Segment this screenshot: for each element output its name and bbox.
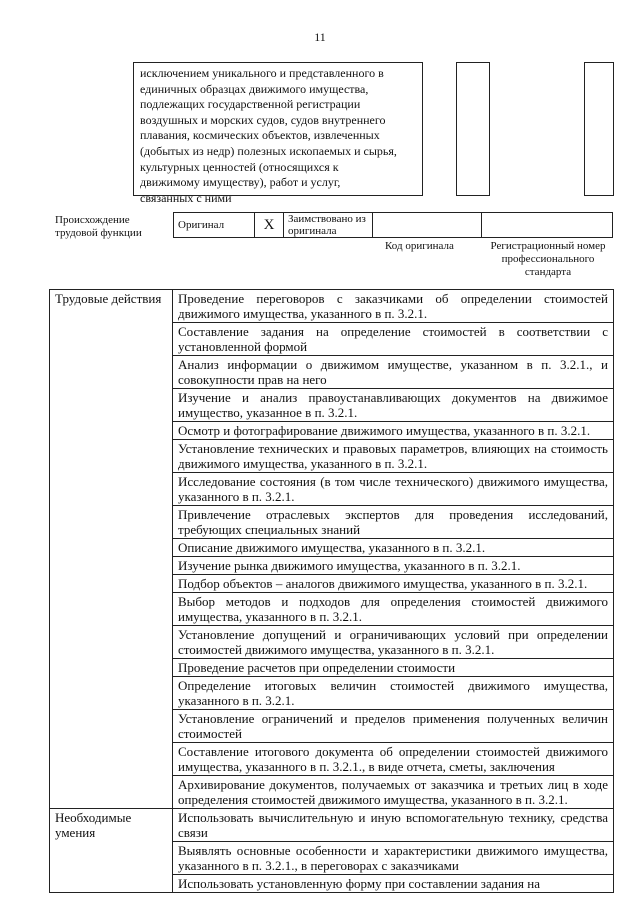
labor-action-item: Исследование состояния (в том числе технического) движимого имущества, указанного в п. 3.2.1. [173,473,614,506]
function-name-line: связанных с ними [140,190,232,205]
labor-action-item: Установление ограничений и пределов применения полученных величин стоимостей [173,710,614,743]
skill-item: Использовать вычислительную и иную вспомогательную технику, средства связи [173,809,614,842]
labor-action-item: Проведение переговоров с заказчиками об определении стоимостей движимого имущества, указанного в п. 3.2.1. [173,290,614,323]
skill-item: Использовать установленную форму при составлении задания на [173,875,614,893]
labor-action-item: Определение итоговых величин стоимостей движимого имущества, указанного в п. 3.2.1. [173,677,614,710]
original-cell: Оригинал [174,213,255,238]
skills-label-line: Необходимые [55,810,132,825]
skills-label [50,809,173,893]
origin-label [55,214,142,240]
skills-label-line: умения [55,825,96,840]
function-name-line: единичных образцах движимого имущества, [140,81,369,96]
labor-action-item: Изучение и анализ правоустанавливающих документов на движимое имущество, указанное в п. 3.2.1. [173,389,614,422]
function-name-line: подлежащих государственной регистрации [140,97,361,112]
labor-action-item: Архивирование документов, получаемых от заказчика и третьих лиц в ходе определения стоимостей движимого имущества, указанного в п. 3.2.1. [173,776,614,809]
function-name-line: исключением уникального и представленного в [140,66,384,80]
code-original-label: Код оригинала [385,240,454,252]
function-name-box [133,62,423,205]
code-box [456,62,490,196]
reg-number-line: стандарта [524,266,572,278]
origin-label-line: Происхождение [55,214,130,226]
borrowed-line: оригинала [288,225,337,237]
function-name-line: (добытых из недр) полезных ископаемых и сырья, [140,143,397,158]
origin-label-line: трудовой функции [55,227,142,239]
labor-action-item: Выбор методов и подходов для определения стоимостей движимого имущества, указанного в п. 3.2.1. [173,593,614,626]
labor-action-item: Анализ информации о движимом имуществе, указанном в п. 3.2.1., и совокупности прав на него [173,356,614,389]
reg-number-line: профессионального [501,253,595,265]
level-box [584,62,614,196]
function-table [49,289,614,893]
reg-number-cell [482,213,613,238]
page-number: 11 [314,30,326,44]
labor-action-item: Установление допущений и ограничивающих условий при определении стоимостей движимого имущества, указанного в п. 3.2.1. [173,626,614,659]
labor-actions-label: Трудовые действия [50,290,173,809]
labor-action-item: Изучение рынка движимого имущества, указанного в п. 3.2.1. [173,557,614,575]
labor-action-item: Составление итогового документа об определении стоимостей движимого имущества, указанного в п. 3.2.1., в виде отчета, сметы, заключения [173,743,614,776]
function-name-line: плавания, космических объектов, извлеченных [140,128,380,143]
labor-action-item: Подбор объектов – аналогов движимого имущества, указанного в п. 3.2.1. [173,575,614,593]
table-row [50,809,614,842]
original-mark: X [255,213,284,238]
labor-action-item: Проведение расчетов при определении стоимости [173,659,614,677]
function-name-line: культурных ценностей (относящихся к [140,159,339,174]
reg-number-line: Регистрационный номер [490,240,606,252]
borrowed-line: Заимствовано из [288,213,366,225]
reg-number-label [478,240,618,279]
function-name-line: движимому имуществу), работ и услуг, [140,175,341,190]
labor-action-item: Осмотр и фотографирование движимого имущества, указанного в п. 3.2.1. [173,422,614,440]
labor-action-item: Описание движимого имущества, указанного в п. 3.2.1. [173,539,614,557]
labor-action-item: Составление задания на определение стоимостей в соответствии с установленной формой [173,323,614,356]
origin-table [173,212,613,238]
function-name-line: воздушных и морских судов, судов внутреннего [140,112,386,127]
table-row [50,290,614,323]
code-original-cell [373,213,482,238]
labor-action-item: Привлечение отраслевых экспертов для проведения исследований, требующих специальных знаний [173,506,614,539]
borrowed-cell [284,213,373,238]
labor-action-item: Установление технических и правовых параметров, влияющих на стоимость движимого имущества, указанного в п. 3.2.1. [173,440,614,473]
skill-item: Выявлять основные особенности и характеристики движимого имущества, указанного в п. 3.2.1., в переговорах с заказчиками [173,842,614,875]
